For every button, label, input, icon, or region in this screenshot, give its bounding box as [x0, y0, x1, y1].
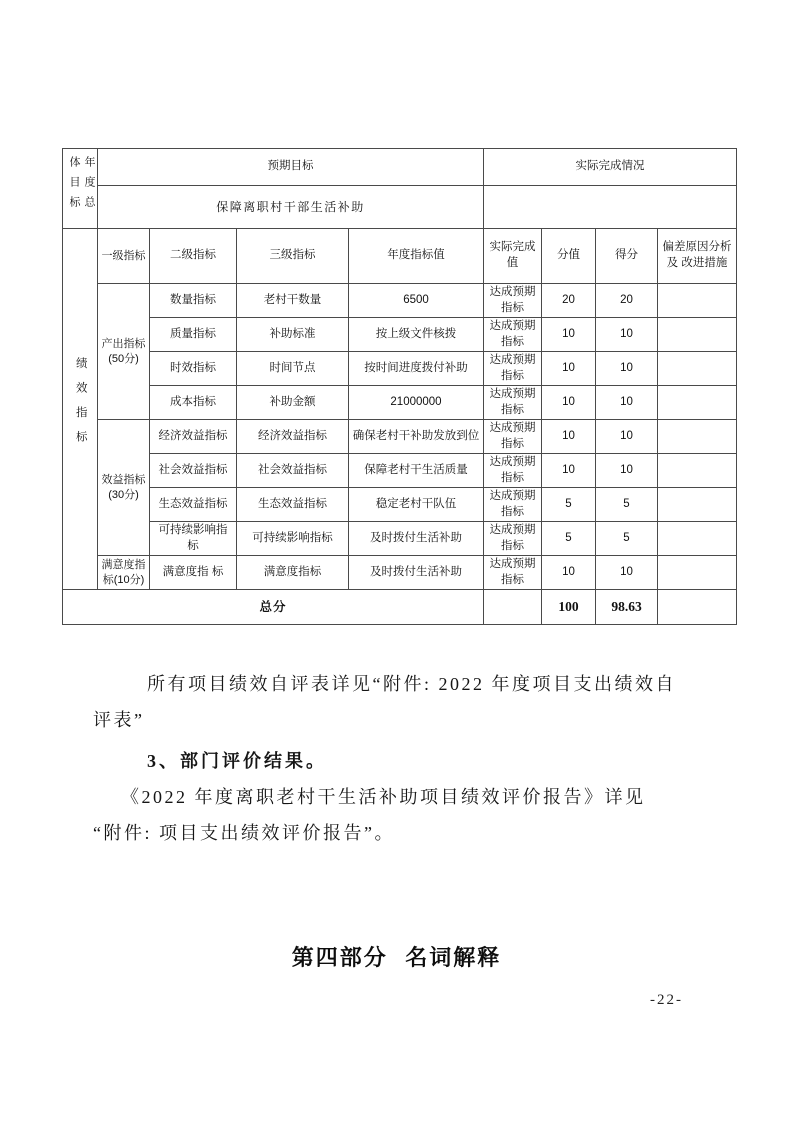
cell-score: 10: [596, 454, 658, 488]
cell-target: 及时拨付生活补助: [349, 556, 484, 590]
cell-score: 10: [596, 352, 658, 386]
cell-score: 5: [596, 522, 658, 556]
group-output-indicator: 产出指标(50分): [98, 284, 150, 420]
column-header-target-value: 年度指标值: [349, 229, 484, 284]
table-row: [63, 284, 737, 318]
cell-l3: 满意度指标: [237, 556, 349, 590]
cell-l2: 时效指标: [150, 352, 237, 386]
table-row: [63, 318, 737, 352]
cell-l2: 社会效益指标: [150, 454, 237, 488]
cell-points: 20: [542, 284, 596, 318]
group-satisfaction-indicator: 满意度指标(10分): [98, 556, 150, 590]
cell-l2: 数量指标: [150, 284, 237, 318]
expected-goal-header: 预期目标: [98, 149, 484, 186]
cell-deviation: [658, 318, 737, 352]
corner-cell: [63, 149, 98, 229]
cell-target: 稳定老村干队伍: [349, 488, 484, 522]
cell-points: 10: [542, 352, 596, 386]
actual-completion-header: 实际完成情况: [484, 149, 737, 186]
cell-l3: 补助标准: [237, 318, 349, 352]
cell-points: 10: [542, 318, 596, 352]
total-row: [63, 590, 737, 625]
cell-deviation: [658, 454, 737, 488]
table-row: [63, 352, 737, 386]
cell-l3: 老村干数量: [237, 284, 349, 318]
cell-actual: 达成预期指标: [484, 352, 542, 386]
table-row: [63, 556, 737, 590]
table-row: [63, 454, 737, 488]
cell-actual: 达成预期指标: [484, 454, 542, 488]
cell-actual: 达成预期指标: [484, 386, 542, 420]
cell-points: 10: [542, 420, 596, 454]
cell-target: 按时间进度拨付补助: [349, 352, 484, 386]
total-actual-empty-cell: [484, 590, 542, 625]
cell-deviation: [658, 352, 737, 386]
cell-l2: 生态效益指标: [150, 488, 237, 522]
column-header-level3: 三级指标: [237, 229, 349, 284]
cell-deviation: [658, 284, 737, 318]
cell-deviation: [658, 488, 737, 522]
cell-points: 10: [542, 386, 596, 420]
total-score: 98.63: [596, 590, 658, 625]
cell-deviation: [658, 420, 737, 454]
cell-points: 5: [542, 488, 596, 522]
cell-l2: 可持续影响指标: [150, 522, 237, 556]
section-heading: 第四部分 名词解释: [291, 945, 502, 970]
column-header-level1: 一级指标: [98, 229, 150, 284]
total-label: 总分: [63, 590, 484, 625]
cell-l2: 经济效益指标: [150, 420, 237, 454]
group-benefit-indicator: 效益指标(30分): [98, 420, 150, 556]
cell-target: 及时拨付生活补助: [349, 522, 484, 556]
body-text-block: [93, 666, 733, 851]
cell-score: 10: [596, 386, 658, 420]
cell-l2: 成本指标: [150, 386, 237, 420]
cell-actual: 达成预期指标: [484, 556, 542, 590]
table-row: [63, 522, 737, 556]
cell-target: 保障老村干生活质量: [349, 454, 484, 488]
annual-overall-goal-vertical-label: 年度总体目标: [68, 155, 95, 216]
table-row: [63, 420, 737, 454]
column-header-deviation: 偏差原因分析及 改进措施: [658, 229, 737, 284]
cell-target: 21000000: [349, 386, 484, 420]
cell-deviation: [658, 556, 737, 590]
table-row: [63, 488, 737, 522]
cell-l3: 时间节点: [237, 352, 349, 386]
cell-actual: 达成预期指标: [484, 284, 542, 318]
paragraph-dept-eval-heading: 3、部门评价结果。: [147, 751, 327, 771]
annual-goal-text: 保障离职村干部生活补助: [98, 186, 484, 229]
column-header-actual-value: 实际完成值: [484, 229, 542, 284]
performance-indicator-side-cell: [63, 229, 98, 590]
cell-actual: 达成预期指标: [484, 420, 542, 454]
table-row: [63, 386, 737, 420]
cell-l3: 社会效益指标: [237, 454, 349, 488]
cell-score: 5: [596, 488, 658, 522]
cell-l3: 生态效益指标: [237, 488, 349, 522]
total-deviation-empty-cell: [658, 590, 737, 625]
cell-actual: 达成预期指标: [484, 522, 542, 556]
cell-actual: 达成预期指标: [484, 318, 542, 352]
cell-score: 10: [596, 420, 658, 454]
cell-l2: 质量指标: [150, 318, 237, 352]
cell-deviation: [658, 522, 737, 556]
cell-deviation: [658, 386, 737, 420]
column-header-level2: 二级指标: [150, 229, 237, 284]
cell-l2: 满意度指 标: [150, 556, 237, 590]
cell-points: 10: [542, 454, 596, 488]
cell-l3: 经济效益指标: [237, 420, 349, 454]
cell-points: 10: [542, 556, 596, 590]
total-points: 100: [542, 590, 596, 625]
paragraph-report-line1: 《2022 年度离职老村干生活补助项目绩效评价报告》详见: [121, 787, 646, 807]
cell-points: 5: [542, 522, 596, 556]
paragraph-report-line2: “附件: 项目支出绩效评价报告”。: [93, 823, 395, 843]
cell-score: 10: [596, 318, 658, 352]
cell-target: 按上级文件核拨: [349, 318, 484, 352]
cell-target: 6500: [349, 284, 484, 318]
page-number: -22-: [650, 992, 683, 1008]
cell-l3: 可持续影响指标: [237, 522, 349, 556]
cell-target: 确保老村干补助发放到位: [349, 420, 484, 454]
performance-indicator-vertical-label: 绩效指标: [74, 357, 87, 456]
paragraph-self-eval-line2: 评表”: [93, 710, 145, 730]
actual-completion-empty-cell: [484, 186, 737, 229]
paragraph-self-eval-line1: 所有项目绩效自评表详见“附件: 2022 年度项目支出绩效自: [147, 674, 676, 694]
cell-actual: 达成预期指标: [484, 488, 542, 522]
performance-self-evaluation-table: [62, 148, 737, 625]
column-header-score: 得分: [596, 229, 658, 284]
cell-score: 10: [596, 556, 658, 590]
cell-score: 20: [596, 284, 658, 318]
column-header-points: 分值: [542, 229, 596, 284]
cell-l3: 补助金额: [237, 386, 349, 420]
